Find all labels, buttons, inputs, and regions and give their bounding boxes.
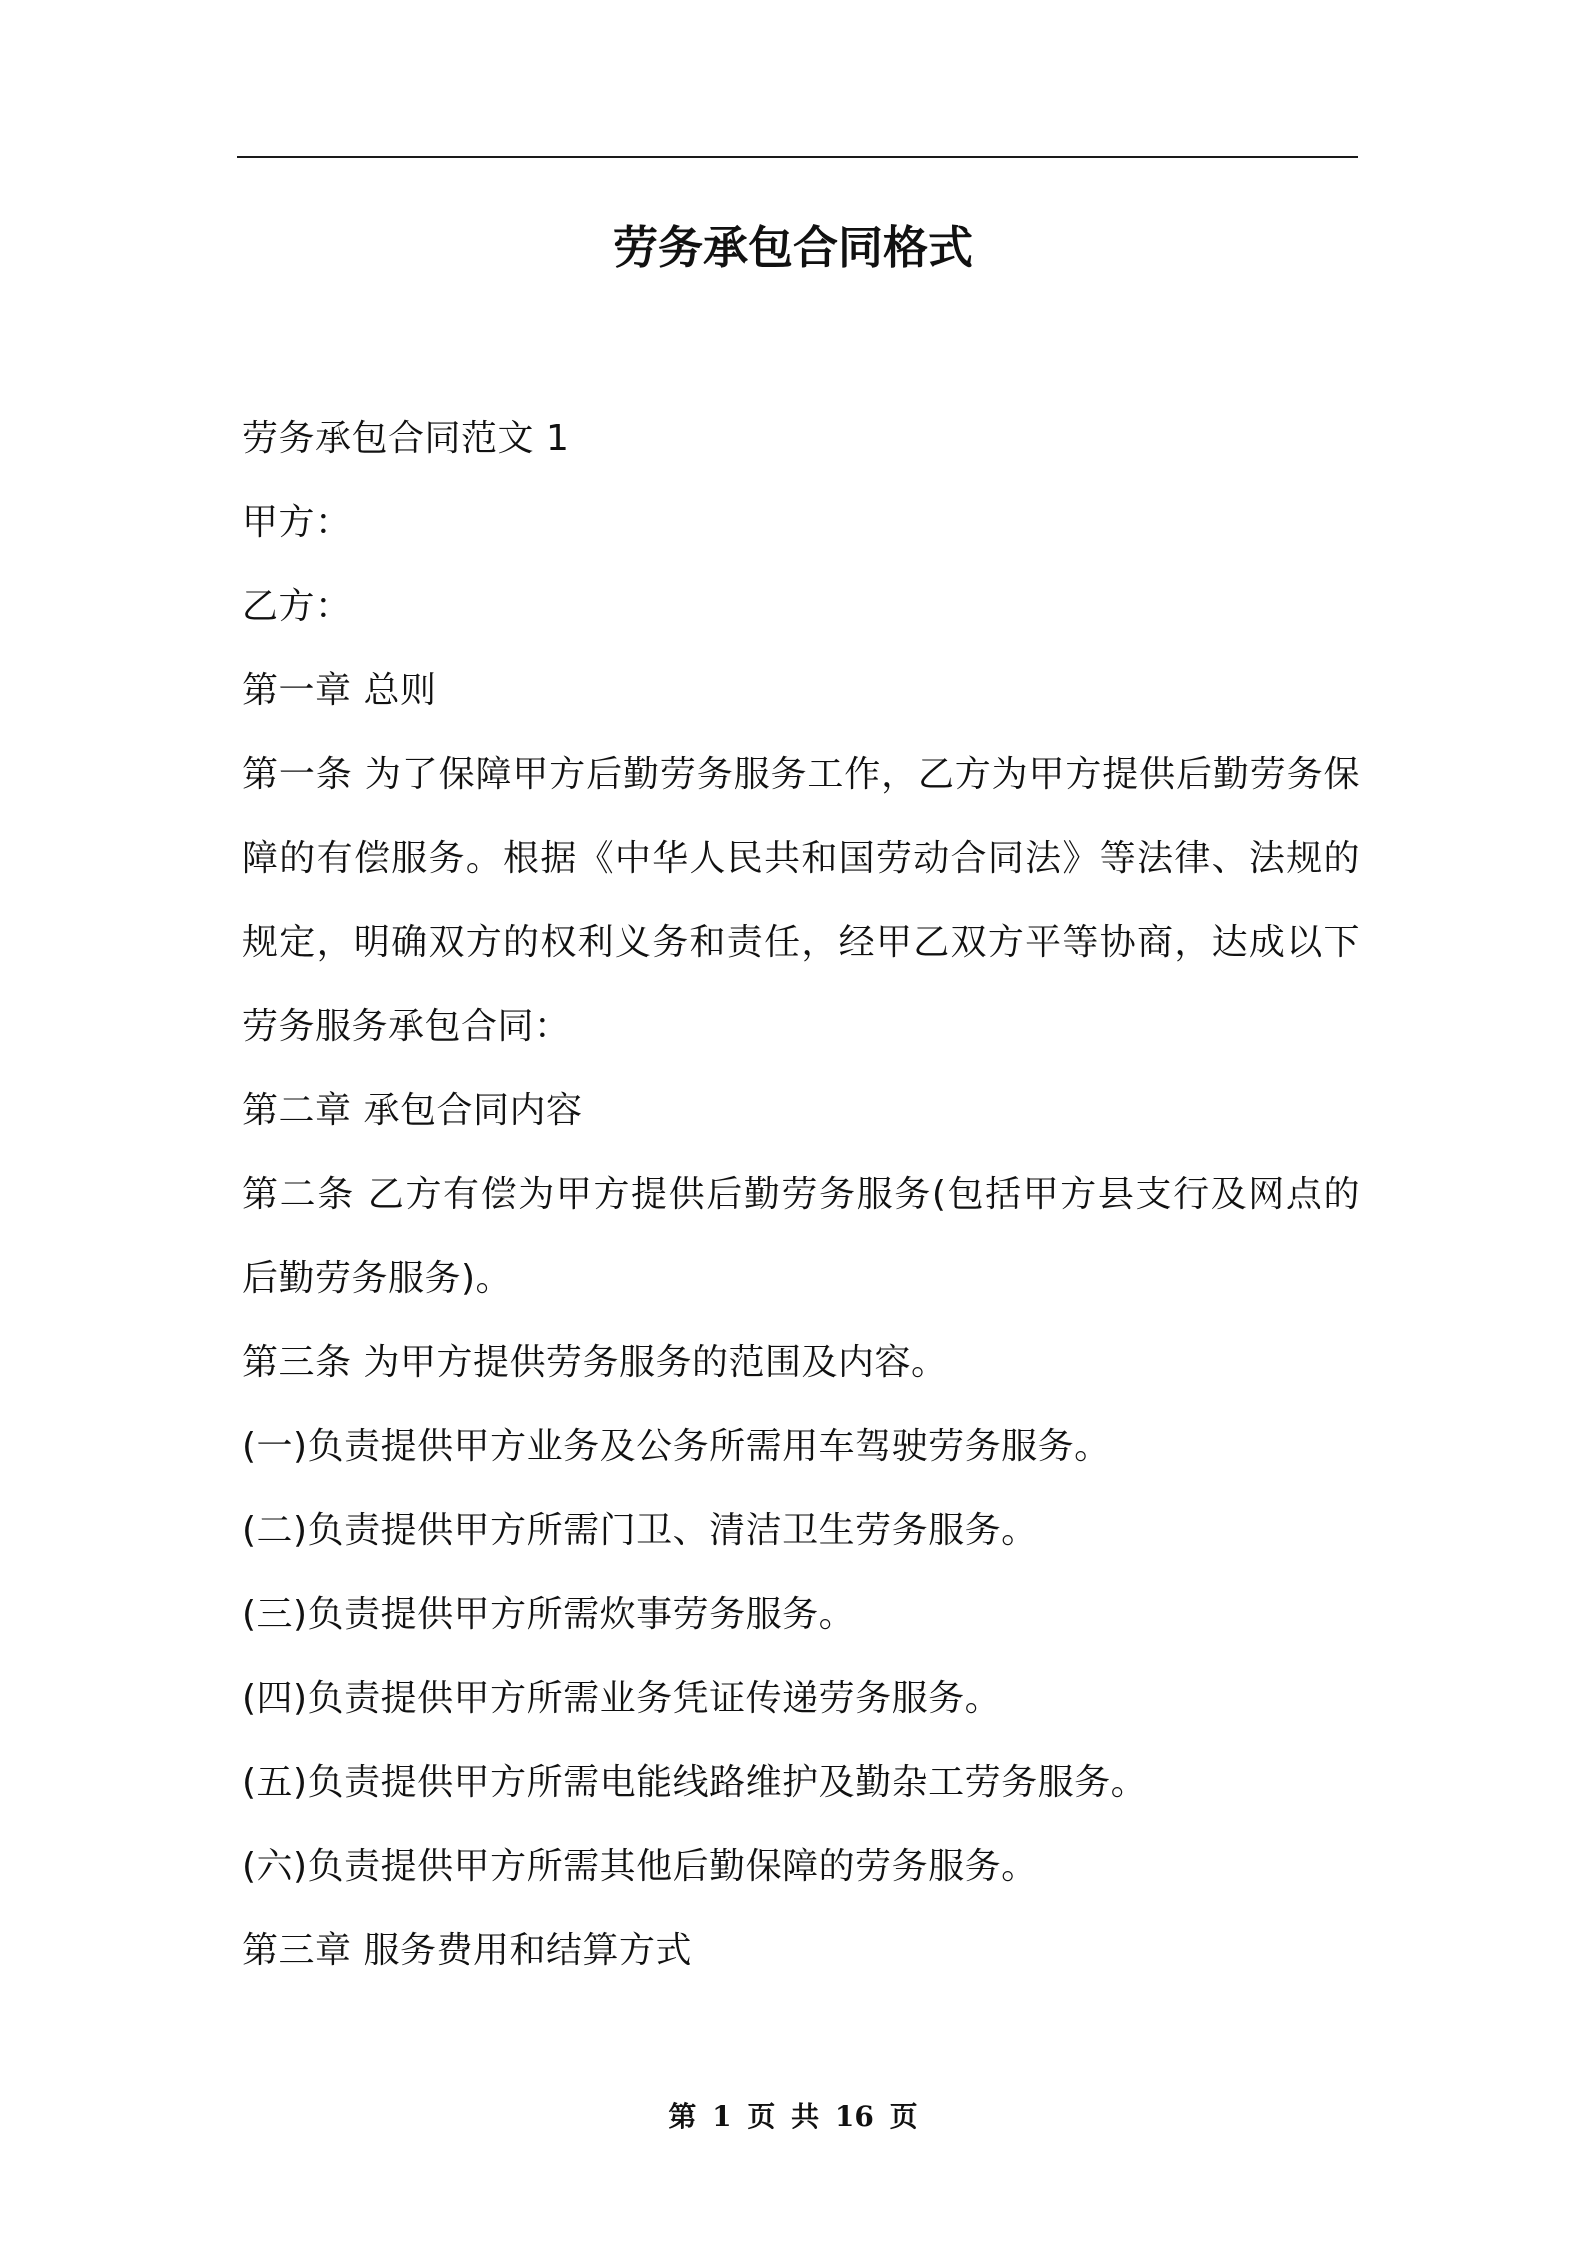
paragraph: 第三章 服务费用和结算方式 — [242, 1930, 692, 1971]
paragraph: 第二章 承包合同内容 — [242, 1090, 583, 1131]
paragraph: (二)负责提供甲方所需门卫、清洁卫生劳务服务。 — [242, 1510, 1038, 1551]
paragraph: 第一条 为了保障甲方后勤劳务服务工作，乙方为甲方提供后勤劳务保障的有偿服务。根据《中华人民共和国劳动合同法》等法律、法规的规定，明确双方的权利义务和责任，经甲乙双方平等协商，达成以下劳务服务承包合同： — [242, 754, 1360, 1047]
paragraph: 第二条 乙方有偿为甲方提供后勤劳务服务(包括甲方县支行及网点的后勤劳务服务)。 — [242, 1174, 1360, 1299]
paragraph: (三)负责提供甲方所需炊事劳务服务。 — [242, 1594, 856, 1635]
document-title: 劳务承包合同格式 — [612, 221, 973, 274]
paragraph: (一)负责提供甲方业务及公务所需用车驾驶劳务服务。 — [242, 1426, 1111, 1467]
paragraph: 劳务承包合同范文 1 — [242, 418, 570, 459]
paragraph: (六)负责提供甲方所需其他后勤保障的劳务服务。 — [242, 1846, 1038, 1887]
paragraph: 第三条 为甲方提供劳务服务的范围及内容。 — [242, 1342, 948, 1383]
page-number-footer: 第 1 页 共 16 页 — [668, 2100, 918, 2133]
paragraph: 甲方： — [242, 502, 352, 543]
paragraph: 第一章 总则 — [242, 670, 437, 711]
paragraph: (五)负责提供甲方所需电能线路维护及勤杂工劳务服务。 — [242, 1762, 1148, 1803]
paragraph: (四)负责提供甲方所需业务凭证传递劳务服务。 — [242, 1678, 1002, 1719]
paragraph: 乙方： — [242, 586, 352, 627]
document-body — [242, 397, 1360, 1993]
header-rule — [237, 156, 1358, 158]
